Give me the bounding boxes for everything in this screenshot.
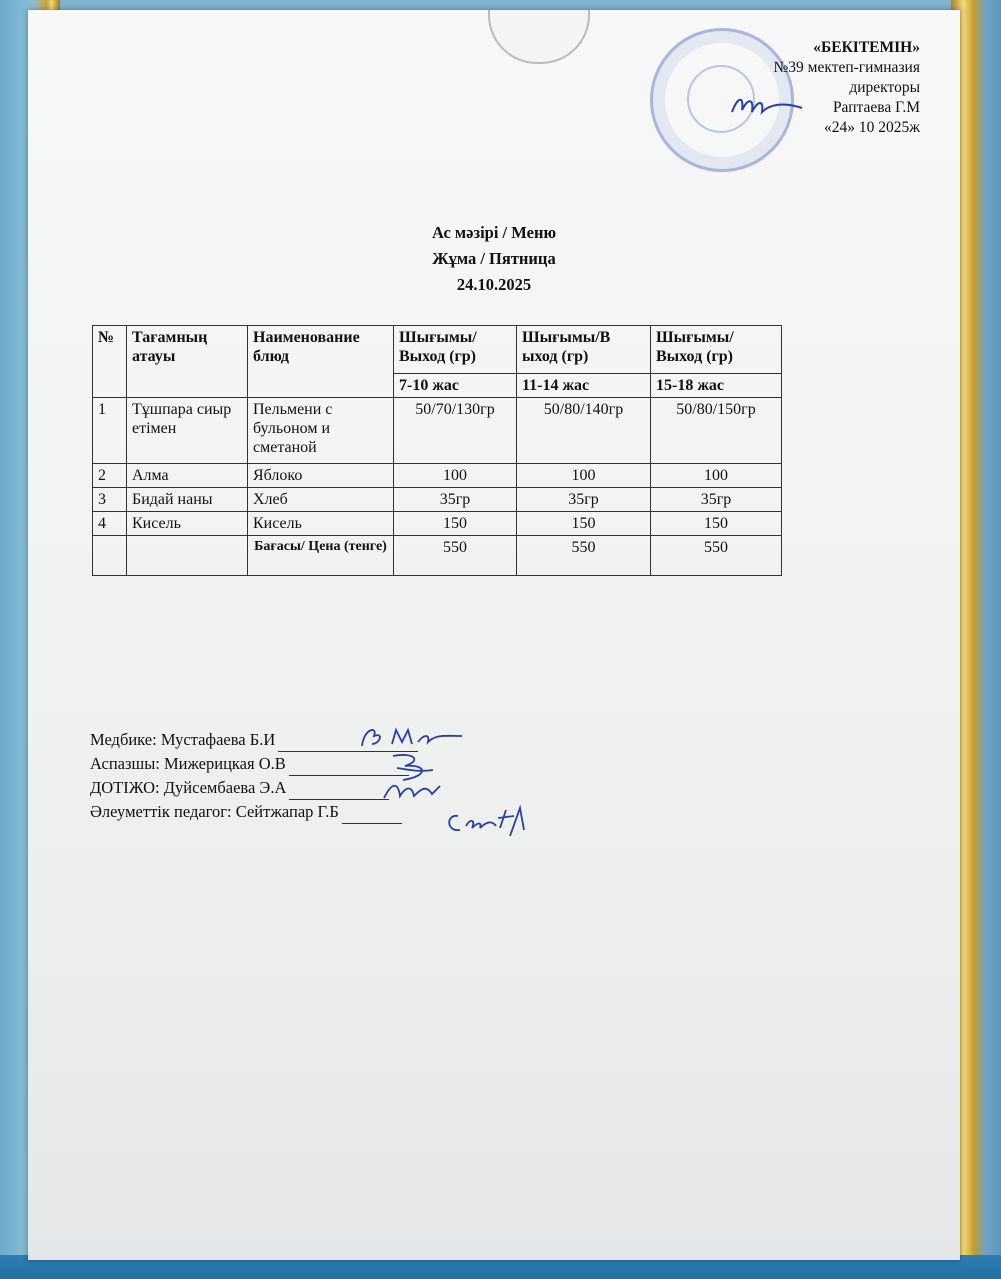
table-row	[93, 488, 782, 512]
header-output-3: Шығымы/ Выход (гр)	[651, 326, 782, 374]
approval-school: №39 мектеп-гимназия	[773, 59, 920, 76]
pedagogue-signature-icon	[440, 802, 530, 842]
header-name-ru: Наименование блюд	[248, 326, 394, 398]
header-name-kz: Тағамның атауы	[127, 326, 248, 398]
menu-date: 24.10.2025	[456, 275, 532, 294]
table-row	[93, 398, 782, 464]
row-name-ru: Хлеб	[248, 488, 394, 512]
price-value-2: 550	[517, 536, 651, 576]
director-deputy-signature-icon	[378, 776, 448, 806]
price-no-empty	[93, 536, 127, 576]
signature-line	[90, 800, 418, 824]
row-name-kz: Бидай наны	[127, 488, 248, 512]
row-name-kz: Тұшпара сиыр етімен	[127, 398, 248, 464]
row-name-ru: Пельмени с бульоном и сметаной	[248, 398, 394, 464]
row-output-1: 150	[394, 512, 517, 536]
table-row	[93, 512, 782, 536]
row-no: 4	[93, 512, 127, 536]
row-output-3: 50/80/150гр	[651, 398, 782, 464]
row-output-3: 150	[651, 512, 782, 536]
signature-label: Аспазшы: Мижерицкая О.В	[90, 754, 286, 773]
signature-line	[90, 776, 418, 800]
age-group-3: 15-18 жас	[651, 374, 782, 398]
table-row	[93, 464, 782, 488]
sleeve-notch	[488, 10, 590, 64]
row-no: 2	[93, 464, 127, 488]
row-output-2: 150	[517, 512, 651, 536]
signature-line	[90, 752, 418, 776]
menu-table	[92, 325, 782, 576]
row-name-kz: Алма	[127, 464, 248, 488]
row-output-3: 100	[651, 464, 782, 488]
signature-label: Медбике: Мустафаева Б.И	[90, 730, 276, 749]
row-output-1: 100	[394, 464, 517, 488]
price-kz-empty	[127, 536, 248, 576]
table-header-row	[93, 326, 782, 374]
row-output-3: 35гр	[651, 488, 782, 512]
row-output-2: 100	[517, 464, 651, 488]
signature-label: ДОТІЖО: Дуйсембаева Э.А	[90, 778, 287, 797]
signature-underline	[289, 783, 389, 800]
medic-signature-icon	[358, 722, 468, 752]
row-output-2: 50/80/140гр	[517, 398, 651, 464]
age-group-1: 7-10 жас	[394, 374, 517, 398]
menu-title: Ас мәзірі / Меню	[431, 223, 557, 242]
row-no: 1	[93, 398, 127, 464]
signature-underline	[342, 807, 402, 824]
header-output-1: Шығымы/ Выход (гр)	[394, 326, 517, 374]
header-no: №	[93, 326, 127, 398]
approval-role: директоры	[849, 79, 920, 96]
row-name-ru: Кисель	[248, 512, 394, 536]
menu-sheet	[28, 10, 960, 1260]
price-value-1: 550	[394, 536, 517, 576]
row-name-ru: Яблоко	[248, 464, 394, 488]
approval-date: «24» 10 2025ж	[824, 119, 920, 136]
price-label: Бағасы/ Цена (тенге)	[248, 536, 394, 576]
signature-label: Әлеуметтік педагог: Сейтжапар Г.Б	[90, 802, 339, 821]
row-output-2: 35гр	[517, 488, 651, 512]
row-output-1: 35гр	[394, 488, 517, 512]
row-output-1: 50/70/130гр	[394, 398, 517, 464]
approval-director: Раптаева Г.М	[832, 99, 920, 116]
row-no: 3	[93, 488, 127, 512]
director-signature-icon	[728, 90, 808, 124]
price-value-3: 550	[651, 536, 782, 576]
menu-day: Жұма / Пятница	[432, 249, 556, 268]
age-group-2: 11-14 жас	[517, 374, 651, 398]
header-output-2: Шығымы/В ыход (гр)	[517, 326, 651, 374]
row-name-kz: Кисель	[127, 512, 248, 536]
table-price-row	[93, 536, 782, 576]
approval-heading: «БЕКІТЕМІН»	[813, 39, 920, 56]
